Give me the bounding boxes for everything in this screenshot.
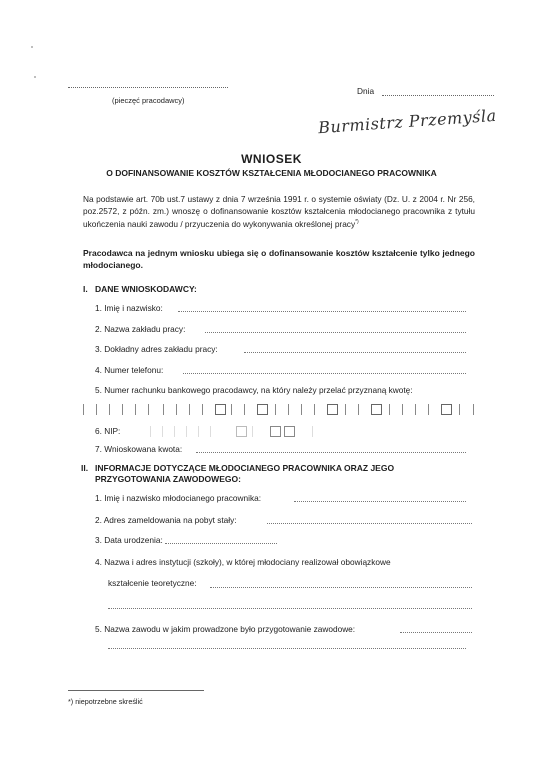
- section-1-number: I.: [83, 284, 88, 294]
- scan-speck: [34, 76, 36, 78]
- field-label-profession: 5. Nazwa zawodu w jakim prowadzone było przygotowanie zawodowe:: [95, 624, 356, 634]
- scan-speck: [31, 46, 33, 48]
- field-label-phone: 4. Numer telefonu:: [95, 365, 164, 375]
- field-label-company-address: 3. Dokładny adres zakładu pracy:: [95, 344, 218, 354]
- field-label-nip: 6. NIP:: [95, 426, 121, 436]
- field-school-line2[interactable]: [108, 607, 472, 609]
- field-school[interactable]: [210, 586, 472, 588]
- field-requested-amount[interactable]: [196, 451, 466, 453]
- field-label-school: 4. Nazwa i adres instytucji (szkoły), w której młodociany realizował obowiązkowe: [95, 557, 391, 567]
- footnote-divider: [68, 690, 204, 691]
- field-profession[interactable]: [400, 631, 472, 633]
- section-2-title-line2: PRZYGOTOWANIA ZAWODOWEGO:: [95, 474, 241, 484]
- field-minor-name[interactable]: [294, 500, 466, 502]
- field-birth-date[interactable]: [165, 542, 277, 544]
- field-label-name: 1. Imię i nazwisko:: [95, 303, 163, 313]
- field-company-address[interactable]: [244, 351, 466, 353]
- field-company[interactable]: [205, 331, 466, 333]
- intro-paragraph: Na podstawie art. 70b ust.7 ustawy z dnia 7 września 1991 r. o systemie oświaty (Dz. U. z 2004 r. Nr 256, poz.2572, z późn. zm.) wnoszę o dofinansowanie kosztów kształcenia młodocianego pracownika z tytułu ukończenia nauki zawodu / przyuczenia do wykonywania określonej pracy*): [83, 194, 475, 229]
- footnote: *) niepotrzebne skreślić: [68, 697, 143, 706]
- stamp-line: [68, 86, 228, 88]
- field-label-requested-amount: 7. Wnioskowana kwota:: [95, 444, 183, 454]
- field-label-bank-account: 5. Numer rachunku bankowego pracodawcy, na który należy przelać przyznaną kwotę:: [95, 385, 413, 395]
- bank-account-input[interactable]: [83, 402, 483, 416]
- field-name[interactable]: [178, 310, 466, 312]
- section-2-number: II.: [81, 463, 89, 473]
- stamp-label: (pieczęć pracodawcy): [112, 96, 185, 105]
- section-2-title-line1: INFORMACJE DOTYCZĄCE MŁODOCIANEGO PRACOWNIKA ORAZ JEGO: [95, 463, 395, 473]
- field-label-company: 2. Nazwa zakładu pracy:: [95, 324, 186, 334]
- field-label-birth-date: 3. Data urodzenia:: [95, 535, 163, 545]
- nip-input[interactable]: [150, 424, 320, 436]
- field-label-minor-address: 2. Adres zameldowania na pobyt stały:: [95, 515, 237, 525]
- document-title: WNIOSEK: [241, 152, 302, 166]
- handwritten-addressee: Burmistrz Przemyśla: [317, 105, 498, 138]
- document-subtitle: O DOFINANSOWANIE KOSZTÓW KSZTAŁCENIA MŁODOCIANEGO PRACOWNIKA: [106, 168, 437, 178]
- field-label-minor-name: 1. Imię i nazwisko młodocianego pracownika:: [95, 493, 262, 503]
- date-label: Dnia: [357, 86, 375, 96]
- field-minor-address[interactable]: [267, 522, 472, 524]
- date-field[interactable]: [382, 94, 494, 96]
- field-phone[interactable]: [183, 372, 466, 374]
- field-label-school-cont: kształcenie teoretyczne:: [108, 578, 197, 588]
- single-applicant-notice: Pracodawca na jednym wniosku ubiega się o dofinansowanie kosztów kształcenie tylko jednego młodocianego.: [83, 248, 475, 270]
- section-1-title: DANE WNIOSKODAWCY:: [95, 284, 197, 294]
- field-profession-line2[interactable]: [108, 647, 466, 649]
